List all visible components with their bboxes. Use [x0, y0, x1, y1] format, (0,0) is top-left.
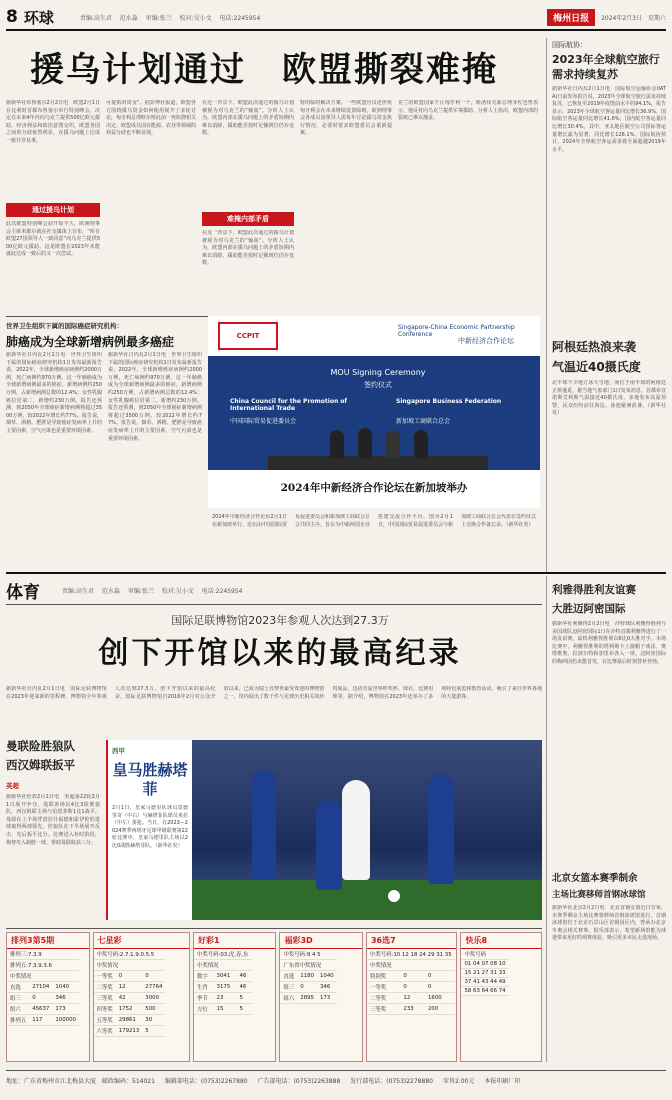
lottery-cell: 组三 — [7, 993, 29, 1004]
lottery-cell: 173 — [52, 1004, 79, 1015]
lottery-row — [94, 1015, 166, 1026]
lottery-cell: 5 — [237, 993, 252, 1004]
person-2 — [358, 428, 372, 458]
player-getafe-1 — [252, 770, 276, 880]
screen-left-org: China Council for the Promotion of International Trade — [230, 398, 348, 412]
argentina-body: 北半球不少地方冰天雪地，而位于南半球的阿根廷正值盛夏。据当地气象部门1日发布消息，首都布宜诺斯艾利斯气温接近40摄氏度，多地发布高温预警，民众纷纷前往海边、泳池避暑消暑。（新华社发） — [552, 380, 666, 417]
conference-banner — [208, 316, 540, 356]
lottery-cell: 一等奖 — [94, 971, 116, 982]
lottery-row — [280, 982, 336, 993]
aviation-kicker: 国际航协： — [552, 41, 587, 49]
player-real-madrid — [342, 780, 370, 880]
sports-staff-line: 责编:高生君 范水淼 审编:张兰 校对:吴小文 电话:2245954 — [62, 587, 243, 595]
lottery-cell: 特别奖 — [367, 971, 400, 982]
footer-phone-ads: 广告部电话：(0753)2263888 — [257, 1078, 341, 1085]
lottery-cell: 一等奖 — [367, 982, 400, 993]
lottery-cell: 0 — [297, 982, 317, 993]
manutd-tag: 英超 — [6, 782, 19, 790]
screen-title: MOU Signing Ceremony — [330, 368, 426, 377]
lottery-row — [94, 949, 166, 960]
footer-phone-distribution: 发行部电话：(0753)2278880 — [350, 1078, 433, 1085]
lottery-cell: 1752 — [116, 1004, 143, 1015]
lottery-row — [367, 949, 455, 960]
lottery-cell: 5 — [237, 1004, 252, 1015]
lottery-cell: 58 63 64 66 74 — [461, 987, 508, 996]
lottery-cell: 0 — [425, 982, 455, 993]
pitch — [192, 880, 542, 920]
lead-col-2: 可提供的资金”。据彭博社报道，欧盟各方围绕援乌资金如何使用展开了多轮讨论，匈牙利总理欧尔班此前一再阻挠相关决定。欧盟成员国在能源、农业等领域的利益分歧也不断显现。 — [106, 100, 196, 137]
person-3 — [386, 430, 400, 458]
lottery-cell: 五等奖 — [94, 1015, 116, 1026]
section-title: 环球 — [23, 8, 54, 27]
lottery-cell: 0 — [142, 971, 165, 982]
lottery-row — [7, 960, 79, 971]
lottery-row — [194, 1004, 252, 1015]
lottery-cell: 346 — [317, 982, 337, 993]
sports-top-rule — [6, 572, 666, 574]
argentina-subtitle: 气温近40摄氏度 — [552, 360, 641, 374]
lottery-cell: 0 — [400, 971, 425, 982]
lottery-row — [280, 960, 336, 971]
page-header — [6, 6, 666, 28]
lottery-cell: 季节 — [194, 993, 214, 1004]
lottery-strip — [6, 932, 542, 1064]
cancer-col-2: 据新华社日内瓦2月1日电 世界卫生组织下属的国际癌症研究机构1日发布最新报告说，2022年，全球新增癌症病例约2000万例，死亡病例约970万例。这一年肺癌成为全球新增病例最多的癌症，新增病例约250万例，占新增病例总数的12.4%；女性乳腺癌位居第二，新增约230万例。报告还预测，到2050年全球癌症新增病例将超过3500万例，较2022年增长约77%。报告说，烟草、酒精、肥胖是导致癌症发病率上升的主要因素，空气污染也是重要环境因素。 — [108, 352, 202, 442]
singapore-caption-body: 2024年中新经济合作论坛2月1日在新加坡举行。论坛由中国国际贸易促进委员会和新加坡工商联合总会共同主办，旨在为中新两国企业搭建交流合作平台。图为2月1日，中国国际贸易促进委员会与新加坡工商联合总会代表在签约仪式上交换合作备忘录。（新华社发） — [212, 514, 536, 528]
lottery-row — [7, 1015, 79, 1026]
lottery-top-rule — [6, 928, 542, 929]
lottery-row — [94, 1004, 166, 1015]
argentina-title: 阿根廷热浪来袭 — [552, 340, 637, 354]
lottery-cell: 排列三:7.3.9 — [7, 949, 79, 960]
footer-printer: 本报印刷厂印 — [484, 1078, 521, 1085]
lottery-cell: 二等奖 — [94, 982, 116, 993]
lottery-cell: 45637 — [29, 1004, 52, 1015]
lottery-cell: 组六 — [280, 993, 297, 1004]
footer-address: 地址：广东省梅州市江北梅县大厦 邮政编码：514021 — [6, 1078, 155, 1085]
banner-title-cn: 中新经济合作论坛 — [458, 337, 514, 345]
lottery-row — [280, 971, 336, 982]
lottery-row — [280, 993, 336, 1004]
lottery-cell: 组三 — [280, 982, 297, 993]
lottery-name: 七星彩 — [94, 933, 189, 949]
screen-subtitle: 签约仪式 — [364, 381, 392, 389]
cancer-story — [6, 321, 202, 350]
screen-left-org-cn: 中国国际贸易促进委员会 — [230, 418, 297, 425]
lottery-cell: 中奖号码:2.7.1.9.0.5.5 — [94, 949, 166, 960]
lottery-row — [461, 978, 508, 987]
lottery-row — [194, 982, 252, 993]
real-madrid-caption: 2月1日，皇家马德里队球员莫德里奇（中右）与赫塔菲队球员米拉（中左）拼抢。当日，在2023—2024赛季西班牙足球甲级联赛第22轮比赛中，皇家马德里队主场以2比0战胜赫塔菲队。（新华社发） — [112, 805, 188, 849]
lottery-cell: 5 — [142, 1026, 165, 1037]
singapore-photo — [208, 316, 540, 508]
lottery-table — [280, 949, 336, 1004]
footer-rule — [6, 1070, 666, 1071]
lottery-box — [460, 932, 542, 1062]
aviation-story — [552, 40, 666, 306]
lottery-cell: 12 — [400, 993, 425, 1004]
lottery-row — [7, 971, 79, 982]
lottery-row — [461, 949, 508, 960]
lottery-cell: 广东省中奖情况 — [280, 960, 336, 971]
lead-col-3: 在这一背景下，欧盟此次通过的援乌计划被视为对乌克兰的“输血”。分析人士认为，欧盟内部在援乌问题上的矛盾短期内难以消除，援助能否按时足额到位仍存变数。 — [202, 100, 294, 137]
brand-logo: 梅州日报 — [547, 9, 595, 26]
lottery-row — [367, 982, 455, 993]
beijing-subtitle: 主场比赛移师首钢冰球馆 — [552, 890, 646, 900]
lottery-cell: 中奖情况 — [367, 960, 455, 971]
riyadh-title: 利雅得胜利友谊赛 — [552, 584, 636, 596]
lottery-box — [6, 932, 90, 1062]
riyadh-subtitle: 大胜迈阿密国际 — [552, 603, 626, 615]
lottery-cell: 233 — [400, 1004, 425, 1015]
manutd-title: 曼联险胜狼队 — [6, 739, 75, 753]
lottery-box — [366, 932, 457, 1062]
lottery-row — [7, 1004, 79, 1015]
person-1 — [330, 430, 344, 458]
lottery-cell: 中奖情况 — [194, 960, 252, 971]
lottery-cell: 1040 — [52, 982, 79, 993]
lottery-row — [461, 987, 508, 996]
person-4 — [414, 430, 428, 458]
lottery-row — [194, 971, 252, 982]
lottery-cell: 42 — [116, 993, 143, 1004]
lottery-row — [367, 1004, 455, 1015]
lottery-cell: 15 21 27 31 33 — [461, 969, 508, 978]
lottery-name: 好彩1 — [194, 933, 276, 949]
lottery-name: 排列3第5期 — [7, 933, 89, 949]
lottery-cell: 三等奖 — [94, 993, 116, 1004]
lead-col-5: 克兰的欧盟国家不止匈牙利一个，斯洛伐克新总理菲佐也曾表示，他反对向乌克兰提供军事援助。分析人士指出，欧盟内部的裂痕已难以掩盖。 — [398, 100, 538, 122]
lottery-cell: 1600 — [425, 993, 455, 1004]
aviation-body: 据新华社日内瓦2月1日电 国际航空运输协会(IATA)日前发布报告说，2023年全球航空旅行需求持续复苏，已恢复至2019年疫情前水平的94.1%。报告显示，2023年全球航空客运量同比增长36.9%，国际航空客运量同比增长41.6%，国内航空客运量同比增长30.4%。其中，亚太地区航空公司国际客运量增长最为显著，同比增长126.1%。国际航协预计，2024年全球航空客运需求将全面超越2019年水平。 — [552, 86, 666, 153]
lottery-row — [94, 1026, 166, 1037]
manutd-subtitle: 西汉姆联扳平 — [6, 758, 75, 772]
footer-phone-editorial: 编辑部电话：(0753)2267880 — [164, 1078, 248, 1085]
sports-header — [6, 578, 546, 602]
caption-strip — [208, 470, 540, 508]
real-madrid-caption-box — [106, 740, 192, 920]
lead-col-4: 特的临时解决方案。一些欧盟官员还担忧匈牙利会在未来继续设置障碍。欧洲理事会各成员国领导人需每年讨论援乌资金执行情况，必要时要求欧盟委员会重新提案。 — [300, 100, 392, 137]
lottery-cell: 中奖号码:10 12 18 24 29 31 35 — [367, 949, 455, 960]
lottery-cell: 0 — [29, 993, 52, 1004]
lottery-cell: 46 — [237, 982, 252, 993]
screen-right-org-cn: 新加坡工商联合总会 — [396, 418, 451, 425]
lottery-cell: 46 — [237, 971, 252, 982]
lottery-cell: 27764 — [142, 982, 165, 993]
lottery-cell: 中奖号码:9 4 5 — [280, 949, 336, 960]
sports-section-title: 体育 — [6, 582, 40, 603]
lead-headline: 援乌计划通过 欧盟撕裂难掩 — [30, 50, 498, 90]
lottery-cell: 200 — [425, 1004, 455, 1015]
lottery-row — [367, 960, 455, 971]
lottery-cell: 数字 — [194, 971, 214, 982]
laliga-tag: 西甲 — [112, 747, 125, 755]
lottery-row — [367, 971, 455, 982]
lottery-cell: 0 — [400, 982, 425, 993]
lottery-cell: 中奖号码:03,虎,春,东 — [194, 949, 252, 960]
staff-line: 责编:高生君 范水淼 审编:张兰 校对:吴小文 电话:2245954 — [79, 14, 261, 22]
banner-title: Singapore-China Economic Partnership Conference — [398, 324, 515, 338]
lottery-cell: 3000 — [142, 993, 165, 1004]
lottery-cell: 方位 — [194, 1004, 214, 1015]
museum-kicker: 国际足联博物馆2023年参观人次达到27.3万 — [171, 614, 389, 627]
real-madrid-title: 皇马胜赫塔菲 — [112, 761, 188, 798]
signing-table — [268, 456, 488, 470]
lottery-cell: 01 04 07 08 10 — [461, 960, 508, 969]
cancer-kicker: 世界卫生组织下属的国际癌症研究机构： — [6, 322, 123, 330]
lottery-cell: 500 — [142, 1004, 165, 1015]
beijing-body: 据新华社北京2月2日电 北京首钢女篮近日宣布，本赛季剩余主场比赛将移师首钢冰球馆进行。首钢冰球馆位于北京石景山区首钢园区内，曾承办北京冬奥会相关赛事。俱乐部表示，希望新场馆能为球迷带来更好的观赛体验，吸引更多市民走进现场。 — [552, 905, 666, 942]
lottery-cell: 排列五:7.3.9.3.6 — [7, 960, 79, 971]
lottery-cell: 100000 — [52, 1015, 79, 1026]
issue-date: 2024年2月3日 星期六 — [601, 14, 666, 22]
lottery-row — [7, 993, 79, 1004]
lottery-table — [7, 949, 79, 1026]
lottery-cell: 2895 — [297, 993, 317, 1004]
lottery-cell: 直选 — [7, 982, 29, 993]
footer — [6, 1076, 666, 1085]
lead-col-1b: 此次欧盟特别峰会前开始不久，欧洲理事会主席米歇尔就在社交媒体上宣布，“所有欧盟27国领导人一致同意”向乌克兰提供500亿欧元援助。这是欧盟在2023年未能就此达成一致后的又一次尝试。 — [6, 221, 100, 258]
lottery-table — [367, 949, 455, 1015]
lottery-cell: 29861 — [116, 1015, 143, 1026]
ccpit-logo: CCPIT — [218, 322, 278, 350]
subhead-passed: 通过援乌计划 — [6, 203, 100, 217]
argentina-story — [552, 338, 666, 560]
lottery-name: 福彩3D — [280, 933, 362, 949]
lottery-cell: 3175 — [214, 982, 237, 993]
player-getafe-2 — [316, 800, 342, 890]
lottery-cell: 12 — [116, 982, 143, 993]
lottery-cell: 15 — [214, 1004, 237, 1015]
lead-col-1: 据新华社布鲁塞尔2月2日电 欧盟2月1日在比利时首都布鲁塞尔举行特别峰会，决定在未来4年内向乌克兰提供500亿欧元援助。经济利益和政治意图交织，欧盟各国之间的分歧依然明显，在援乌问题上达成一致并非易事。 — [6, 100, 100, 144]
lottery-cell: 生肖 — [194, 982, 214, 993]
riyadh-body: 据新华社利雅得2月2日电 沙特球队利雅得胜利与美国球队迈阿密国际1日在沙特首都利雅得进行了一场友谊赛。最终利雅得胜利以6比0大胜对手。本场比赛中，利雅得胜利的塔利斯卡上演帽子戏法，奥塔维奥、拉波尔特和加里布各入一球。迈阿密国际的梅西因伤未能首发，在比赛最后时刻替补登场。 — [552, 621, 666, 665]
lottery-box — [93, 932, 190, 1062]
football — [388, 890, 400, 902]
lottery-cell: 六等奖 — [94, 1026, 116, 1037]
football-photo — [192, 740, 542, 920]
lead-col-3b: 在这一背景下，欧盟此次通过的援乌计划被视为对乌克兰的“输血”。分析人士认为，欧盟内部在援乌问题上的矛盾短期内难以消除，援助能否按时足额到位仍存变数。 — [202, 230, 294, 267]
sports-sidebar-divider — [546, 576, 547, 1062]
lottery-box — [279, 932, 363, 1062]
aviation-title: 2023年全球航空旅行需求持续复苏 — [552, 53, 660, 81]
subhead-contradiction: 难掩内部矛盾 — [202, 212, 294, 226]
sports-header-rule — [6, 604, 542, 605]
manutd-body: 据新华社伦敦2月1日电 英超第22轮2月1日展开争夺，曼联客场以4比3险胜狼队，西汉姆联主场与伯恩茅斯1比1战平。曼联在上半场凭借拉什福德和霍伊伦的进球取得两球领先，但狼队在下半场展开反击，先后扳平比分。比赛进入补时阶段，梅努攻入制胜一球，帮助曼联收获三分。 — [6, 794, 100, 846]
lottery-cell: 中奖号码 — [461, 949, 508, 960]
lottery-row — [280, 949, 336, 960]
lottery-row — [7, 982, 79, 993]
lottery-row — [367, 993, 455, 1004]
lottery-row — [7, 949, 79, 960]
lottery-row — [194, 960, 252, 971]
page-number: 8 — [6, 7, 18, 27]
lottery-row — [94, 993, 166, 1004]
footer-price: 零售2.00元 — [442, 1078, 475, 1085]
lottery-cell: 27104 — [29, 982, 52, 993]
museum-headline: 创下开馆以来的最高纪录 — [98, 636, 462, 671]
header-rule — [6, 29, 666, 31]
cancer-title: 肺癌成为全球新增病例最多癌症 — [6, 335, 175, 349]
lottery-cell: 1180 — [297, 971, 317, 982]
riyadh-story — [552, 582, 666, 841]
lottery-cell: 排列五 — [7, 1015, 29, 1026]
lottery-table — [194, 949, 252, 1015]
singapore-caption: 2024年中新经济合作论坛在新加坡举办 — [280, 482, 468, 494]
lottery-cell: 组六 — [7, 1004, 29, 1015]
lottery-cell: 中奖情况 — [7, 971, 79, 982]
lottery-cell: 23 — [214, 993, 237, 1004]
lottery-table — [94, 949, 166, 1037]
lottery-row — [94, 982, 166, 993]
lottery-row — [94, 971, 166, 982]
lottery-cell: 0 — [116, 971, 143, 982]
lottery-cell: 179213 — [116, 1026, 143, 1037]
player-getafe-3 — [428, 774, 454, 884]
sidebar-divider — [546, 38, 547, 574]
lottery-cell: 0 — [425, 971, 455, 982]
lottery-row — [94, 960, 166, 971]
lottery-name: 36选7 — [367, 933, 456, 949]
screen-right-org: Singapore Business Federation — [396, 398, 502, 405]
lottery-cell: 30 — [142, 1015, 165, 1026]
lottery-cell: 1040 — [317, 971, 337, 982]
lottery-row — [194, 993, 252, 1004]
lottery-name: 快乐8 — [461, 933, 541, 949]
beijing-title: 北京女篮本赛季制余 — [552, 873, 638, 884]
lottery-table — [461, 949, 508, 996]
lottery-cell: 三等奖 — [367, 1004, 400, 1015]
cancer-col-1: 据新华社日内瓦2月1日电 世界卫生组织下属的国际癌症研究机构1日发布最新报告说，2022年，全球新增癌症病例约2000万例，死亡病例约970万例。这一年肺癌成为全球新增病例最多的癌症，新增病例约250万例，占新增病例总数的12.4%；女性乳腺癌位居第二，新增约230万例。报告还预测，到2050年全球癌症新增病例将超过3500万例，较2022年增长约77%。报告说，烟草、酒精、肥胖是导致癌症发病率上升的主要因素，空气污染也是重要环境因素。 — [6, 352, 102, 434]
lottery-cell: 117 — [29, 1015, 52, 1026]
museum-body: 据新华社日内瓦2月1日电 国际足联博物馆在2023年迎来新的里程碑，博物馆全年参观人次达到27.3万，创下开馆以来的最高纪录。国际足联博物馆自2016年2月对公众开放以来，已成为瑞士苏黎世最受欢迎的博物馆之一。馆内展出了数千件与足球历史相关的珍贵展品，包括历届世界杯奖杯、球衣、比赛用球等。据介绍，博物馆在2023年还举办了多场特色展览和教育活动，吸引了来自世界各地的大量游客。 — [6, 686, 542, 700]
lottery-row — [194, 949, 252, 960]
lottery-cell: 346 — [52, 993, 79, 1004]
beijing-story — [552, 870, 666, 1075]
lottery-cell: 173 — [317, 993, 337, 1004]
lottery-row — [461, 969, 508, 978]
lottery-cell: 37 41 43 44 49 — [461, 978, 508, 987]
lottery-box — [193, 932, 277, 1062]
lottery-cell: 3041 — [214, 971, 237, 982]
lottery-row — [461, 960, 508, 969]
lottery-cell: 二等奖 — [367, 993, 400, 1004]
lottery-cell: 四等奖 — [94, 1004, 116, 1015]
lottery-cell: 直选 — [280, 971, 297, 982]
lottery-cell: 中奖情况 — [94, 960, 166, 971]
